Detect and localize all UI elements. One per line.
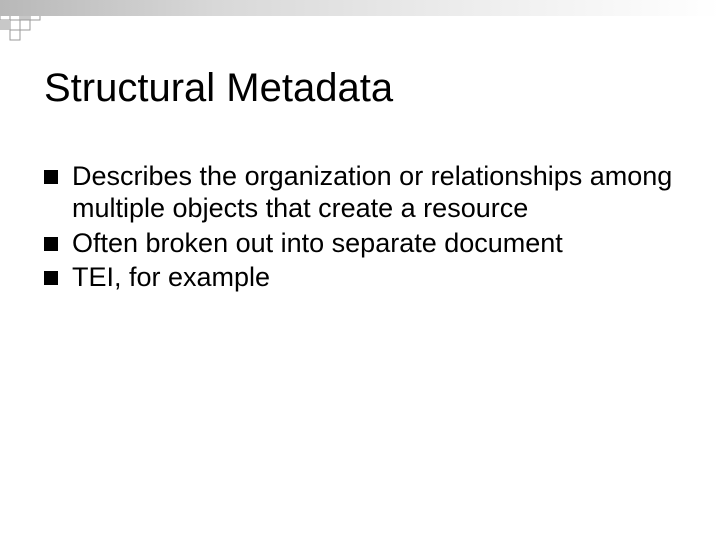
slide-title: Structural Metadata xyxy=(44,66,394,110)
square-bullet-icon xyxy=(44,170,58,184)
bullet-text: TEI, for example xyxy=(72,262,271,292)
header-decoration xyxy=(0,0,720,46)
bullet-list xyxy=(44,160,684,305)
bullet-text: Often broken out into separate document xyxy=(72,228,563,258)
bullet-text: Describes the organization or relationships among multiple objects that create a resource xyxy=(72,161,673,223)
list-item xyxy=(44,227,684,259)
list-item xyxy=(44,261,684,293)
list-item xyxy=(44,160,684,224)
header-gradient-band xyxy=(0,0,720,16)
square-bullet-icon xyxy=(44,237,58,251)
square-bullet-icon xyxy=(44,271,58,285)
